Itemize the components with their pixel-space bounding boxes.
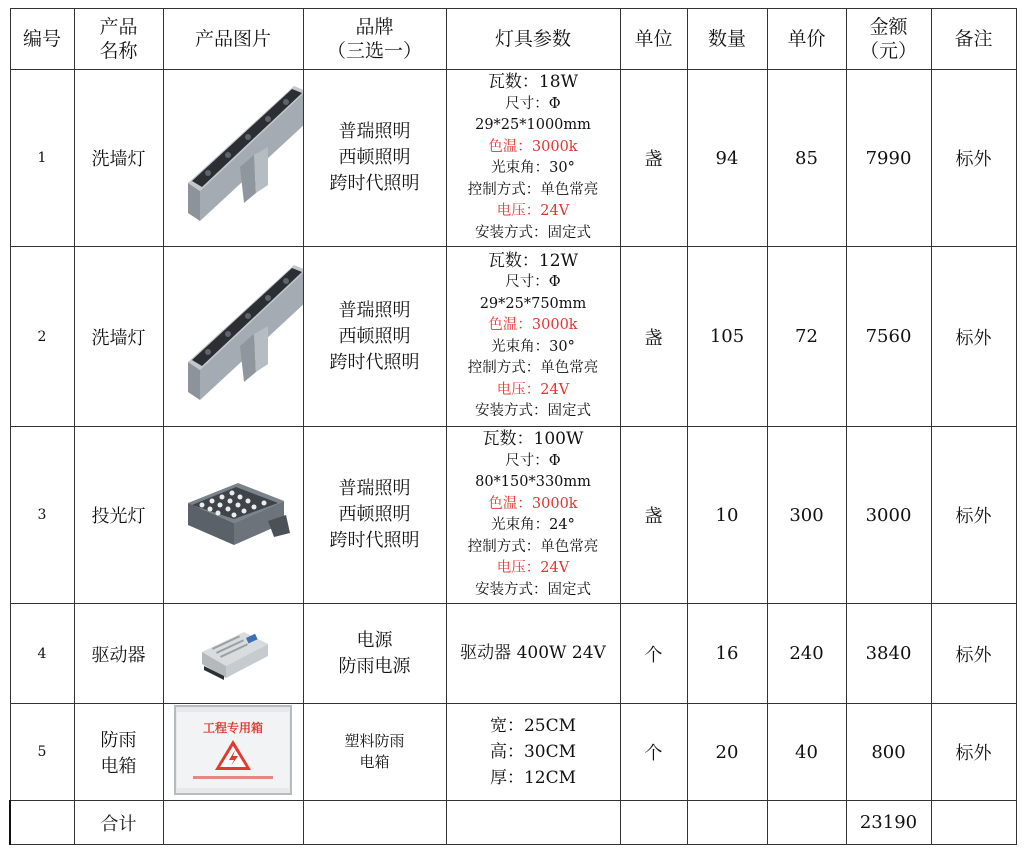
header-row	[10, 9, 1016, 70]
row-note: 标外	[931, 427, 1016, 604]
row-product-image	[163, 427, 303, 604]
header-price: 单价	[767, 9, 846, 70]
param-driver-spec: 驱动器 400W 24V	[460, 642, 606, 663]
table-row	[10, 604, 1016, 704]
row-price: 240	[767, 604, 846, 704]
row-no: 3	[10, 427, 74, 604]
total-amount: 23190	[846, 801, 931, 845]
header-amount-line1: 金额	[869, 16, 908, 38]
row-note: 标外	[931, 604, 1016, 704]
row-brands	[303, 70, 446, 247]
brand-option: 西顿照明	[338, 325, 411, 347]
total-blank	[620, 801, 687, 845]
row-qty: 94	[687, 70, 767, 247]
table-row	[10, 247, 1016, 427]
row-params	[446, 427, 620, 604]
param-control: 控制方式：单色常亮	[467, 360, 599, 376]
row-qty: 10	[687, 427, 767, 604]
row-params	[446, 247, 620, 427]
row-brands	[303, 247, 446, 427]
row-qty: 16	[687, 604, 767, 704]
total-label: 合计	[74, 801, 163, 845]
param-size-label: 尺寸：Φ	[505, 452, 561, 469]
param-control: 控制方式：单色常亮	[467, 181, 599, 198]
row-params	[446, 70, 620, 247]
row-amount: 3000	[846, 427, 931, 604]
quotation-table	[9, 8, 1017, 845]
param-beam-angle: 光束角：30°	[491, 160, 575, 176]
wall-washer-light-icon	[164, 81, 304, 231]
param-voltage: 电压：24V	[496, 203, 570, 219]
row-unit: 盏	[620, 70, 687, 247]
total-blank	[10, 801, 74, 845]
total-blank	[767, 801, 846, 845]
row-unit: 盏	[620, 427, 687, 604]
product-name-line2: 电箱	[100, 756, 137, 777]
row-product-name	[74, 704, 163, 801]
header-brand	[303, 9, 446, 70]
row-amount: 800	[846, 704, 931, 801]
row-brands	[303, 427, 446, 604]
header-brand-line1: 品牌	[355, 16, 394, 38]
param-color-temp: 色温：3000k	[488, 138, 578, 155]
row-amount: 7560	[846, 247, 931, 427]
rainproof-box-icon	[173, 704, 293, 796]
table-row	[10, 427, 1016, 604]
row-product-image	[163, 247, 303, 427]
brand-option: 跨时代照明	[329, 173, 420, 194]
row-params	[446, 604, 620, 704]
brand-option: 普瑞照明	[338, 299, 411, 321]
param-size-value: 29*25*1000mm	[475, 117, 591, 133]
param-size-label: 尺寸：Φ	[505, 95, 561, 112]
header-amount	[846, 9, 931, 70]
box-label: 工程专用箱	[202, 721, 264, 735]
row-params	[446, 704, 620, 801]
header-unit: 单位	[620, 9, 687, 70]
row-price: 40	[767, 704, 846, 801]
row-product-name: 洗墙灯	[74, 247, 163, 427]
table-row	[10, 70, 1016, 247]
row-unit: 个	[620, 604, 687, 704]
row-unit: 盏	[620, 247, 687, 427]
row-product-image	[163, 70, 303, 247]
row-no: 5	[10, 704, 74, 801]
brand-option: 普瑞照明	[338, 478, 411, 499]
power-supply-icon	[188, 614, 278, 690]
row-price: 72	[767, 247, 846, 427]
total-blank	[303, 801, 446, 845]
param-color-temp: 色温：3000k	[488, 495, 578, 512]
param-width: 宽：25CM	[489, 716, 577, 736]
param-size-value: 29*25*750mm	[479, 295, 587, 312]
param-control: 控制方式：单色常亮	[467, 538, 599, 555]
header-no: 编号	[10, 9, 74, 70]
total-blank	[931, 801, 1016, 845]
row-unit: 个	[620, 704, 687, 801]
brand-option: 跨时代照明	[329, 351, 420, 373]
brand-option: 西顿照明	[338, 504, 411, 525]
header-params: 灯具参数	[446, 9, 620, 70]
header-image: 产品图片	[163, 9, 303, 70]
row-note: 标外	[931, 70, 1016, 247]
param-beam-angle: 光束角：30°	[491, 338, 575, 355]
param-install: 安装方式：固定式	[475, 224, 591, 241]
total-row	[10, 801, 1016, 845]
header-name-line1: 产品	[99, 16, 138, 38]
row-amount: 7990	[846, 70, 931, 247]
brand-option: 普瑞照明	[338, 121, 411, 142]
brand-option: 电源	[356, 629, 393, 651]
row-brands	[303, 704, 446, 801]
header-name-line2: 名称	[99, 40, 138, 62]
param-voltage: 电压：24V	[496, 381, 570, 398]
header-note: 备注	[931, 9, 1016, 70]
brand-option: 防雨电源	[338, 655, 411, 677]
row-amount: 3840	[846, 604, 931, 704]
param-beam-angle: 光束角：24°	[491, 517, 575, 533]
param-install: 安装方式：固定式	[475, 581, 591, 598]
param-wattage: 瓦数：100W	[482, 429, 584, 449]
row-qty: 105	[687, 247, 767, 427]
row-no: 4	[10, 604, 74, 704]
row-price: 300	[767, 427, 846, 604]
row-brands	[303, 604, 446, 704]
header-amount-line2: （元）	[859, 40, 917, 62]
row-product-name: 投光灯	[74, 427, 163, 604]
param-install: 安装方式：固定式	[475, 403, 591, 419]
row-price: 85	[767, 70, 846, 247]
product-name-line1: 防雨	[100, 730, 137, 751]
floodlight-icon	[168, 463, 298, 563]
brand-option: 电箱	[359, 753, 390, 771]
header-name	[74, 9, 163, 70]
param-height: 高：30CM	[489, 742, 577, 762]
param-size-value: 80*150*330mm	[475, 474, 591, 490]
param-wattage: 瓦数：12W	[487, 250, 579, 271]
total-blank	[163, 801, 303, 845]
wall-washer-light-icon	[164, 260, 304, 410]
row-note: 标外	[931, 704, 1016, 801]
table-row	[10, 704, 1016, 801]
brand-option: 西顿照明	[338, 147, 411, 168]
header-brand-line2: （三选一）	[326, 40, 422, 62]
brand-option: 跨时代照明	[329, 530, 420, 551]
total-blank	[446, 801, 620, 845]
total-blank	[687, 801, 767, 845]
param-color-temp: 色温：3000k	[488, 317, 578, 333]
param-size-label: 尺寸：Φ	[505, 274, 561, 290]
row-no: 1	[10, 70, 74, 247]
param-voltage: 电压：24V	[496, 560, 570, 576]
row-qty: 20	[687, 704, 767, 801]
brand-option: 塑料防雨	[344, 732, 405, 750]
param-wattage: 瓦数：18W	[487, 72, 579, 92]
row-product-name: 洗墙灯	[74, 70, 163, 247]
row-product-image	[163, 704, 303, 801]
row-note: 标外	[931, 247, 1016, 427]
row-product-name: 驱动器	[74, 604, 163, 704]
param-depth: 厚：12CM	[489, 768, 577, 788]
row-no: 2	[10, 247, 74, 427]
header-qty: 数量	[687, 9, 767, 70]
row-product-image	[163, 604, 303, 704]
